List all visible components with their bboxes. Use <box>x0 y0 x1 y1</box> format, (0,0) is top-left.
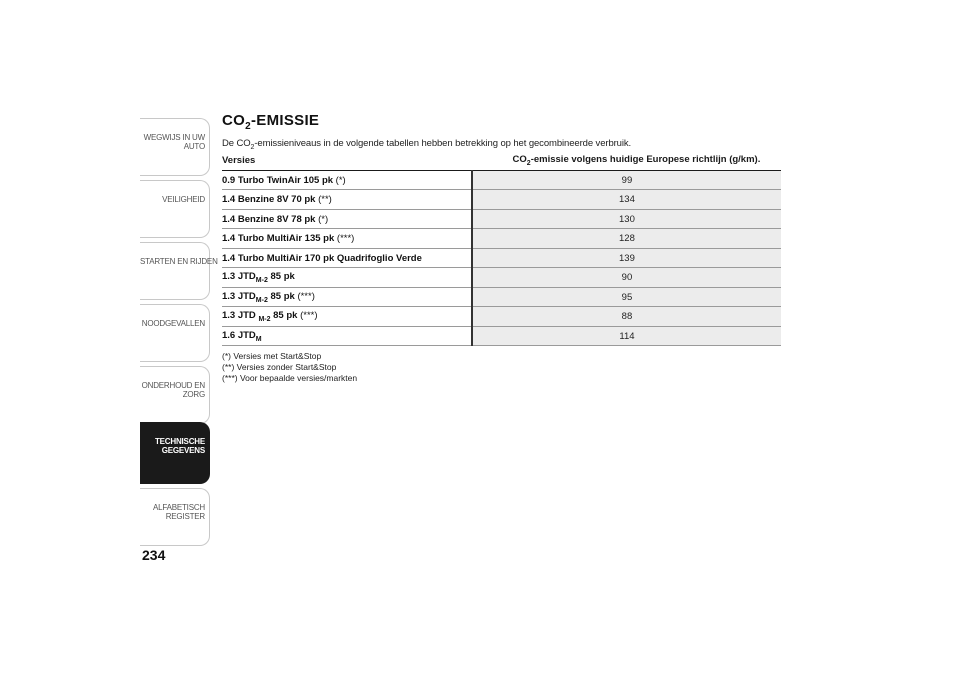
header-suffix: -emissie volgens huidige Europese richtlijn (g/km). <box>530 153 761 165</box>
version-name: 0.9 Turbo TwinAir 105 pk <box>222 174 334 186</box>
tab-wegwijs[interactable] <box>140 118 210 176</box>
version-note: (*) <box>318 213 329 225</box>
version-name: 1.3 JTD <box>222 271 256 283</box>
main-content <box>222 112 782 384</box>
header-prefix: CO <box>512 153 527 165</box>
footnote: (*) Versies met Start&Stop <box>222 351 322 362</box>
version-name: 1.3 JTD <box>222 310 259 322</box>
version-name: 1.4 Turbo MultiAir 135 pk <box>222 233 335 245</box>
column-header-co2 <box>472 153 781 170</box>
co2-value-cell: 88 <box>472 307 781 327</box>
version-cell <box>222 287 472 307</box>
title-subscript: 2 <box>245 121 251 132</box>
intro-suffix: -emissieniveaus in de volgende tabellen hebben betrekking op het gecombineerde verbruik. <box>254 138 632 149</box>
version-name: 1.4 Turbo MultiAir 170 pk Quadrifoglio Verde <box>222 252 422 264</box>
version-name: 1.6 JTD <box>222 329 256 341</box>
version-subscript: M-2 <box>258 315 271 323</box>
tab-label-line2: REGISTER <box>165 512 205 521</box>
version-cell <box>222 170 472 190</box>
tab-noodgevallen[interactable] <box>140 304 210 362</box>
version-name-suffix: 85 pk <box>267 271 295 283</box>
version-subscript: M-2 <box>255 276 268 284</box>
emission-table <box>222 153 781 346</box>
version-note: (***) <box>297 290 315 302</box>
version-cell <box>222 190 472 210</box>
tab-label-line1: NOODGEVALLEN <box>141 319 205 328</box>
footnotes <box>222 351 782 384</box>
version-cell <box>222 248 472 268</box>
table-header-row <box>222 153 781 170</box>
co2-value-cell: 130 <box>472 209 781 229</box>
version-name-suffix: 85 pk <box>270 310 298 322</box>
co2-value-cell: 90 <box>472 268 781 288</box>
version-name: 1.3 JTD <box>222 290 256 302</box>
version-name: 1.4 Benzine 8V 78 pk <box>222 213 316 225</box>
version-note: (**) <box>318 194 332 206</box>
footnote: (***) Voor bepaalde versies/markten <box>222 373 358 384</box>
tab-label-line1: VEILIGHEID <box>162 195 205 204</box>
intro-subscript: 2 <box>250 143 255 151</box>
version-cell <box>222 209 472 229</box>
tab-starten-en-rijden[interactable] <box>140 242 218 300</box>
title-suffix: -EMISSIE <box>250 112 320 129</box>
tab-technische-gegevens[interactable] <box>140 422 210 484</box>
version-subscript: M-2 <box>255 296 268 304</box>
co2-value-cell: 128 <box>472 229 781 249</box>
tab-alfabetisch-register[interactable] <box>140 488 210 546</box>
table-row <box>222 190 781 210</box>
tab-label-line2: GEGEVENS <box>161 446 205 455</box>
tab-label-line1: WEGWIJS IN UW <box>143 133 205 142</box>
version-subscript: M <box>255 335 262 343</box>
version-name: 1.4 Benzine 8V 70 pk <box>222 194 316 206</box>
version-name-suffix: 85 pk <box>267 290 295 302</box>
intro-prefix: De CO <box>222 138 251 149</box>
tab-label-line2: ZORG <box>182 390 205 399</box>
version-cell <box>222 229 472 249</box>
tab-label-line1: STARTEN EN RIJDEN <box>140 257 218 266</box>
co2-value-cell: 114 <box>472 326 781 346</box>
tab-label-line1: TECHNISCHE <box>154 437 205 446</box>
footnote: (**) Versies zonder Start&Stop <box>222 362 337 373</box>
version-note: (*) <box>335 174 346 186</box>
page-number: 234 <box>142 547 166 563</box>
version-cell <box>222 307 472 327</box>
version-cell <box>222 268 472 288</box>
header-subscript: 2 <box>526 159 531 167</box>
table-row <box>222 307 781 327</box>
table-row <box>222 209 781 229</box>
co2-value-cell: 95 <box>472 287 781 307</box>
table-row <box>222 268 781 288</box>
table-row <box>222 248 781 268</box>
version-note: (***) <box>336 233 355 245</box>
table-row <box>222 170 781 190</box>
tab-label-line1: ALFABETISCH <box>152 503 205 512</box>
co2-value-cell: 99 <box>472 170 781 190</box>
table-row <box>222 287 781 307</box>
co2-value-cell: 134 <box>472 190 781 210</box>
table-row <box>222 229 781 249</box>
table-row <box>222 326 781 346</box>
intro-text <box>222 138 782 151</box>
version-note: (***) <box>300 310 318 322</box>
tab-label-line1: ONDERHOUD EN <box>141 381 205 390</box>
version-cell <box>222 326 472 346</box>
tab-onderhoud-en-zorg[interactable] <box>140 366 210 424</box>
tab-label-line2: AUTO <box>183 142 205 151</box>
column-header-versies: Versies <box>222 153 472 170</box>
tab-veiligheid[interactable] <box>140 180 210 238</box>
section-title <box>222 112 782 132</box>
title-prefix: CO <box>222 112 246 129</box>
co2-value-cell: 139 <box>472 248 781 268</box>
